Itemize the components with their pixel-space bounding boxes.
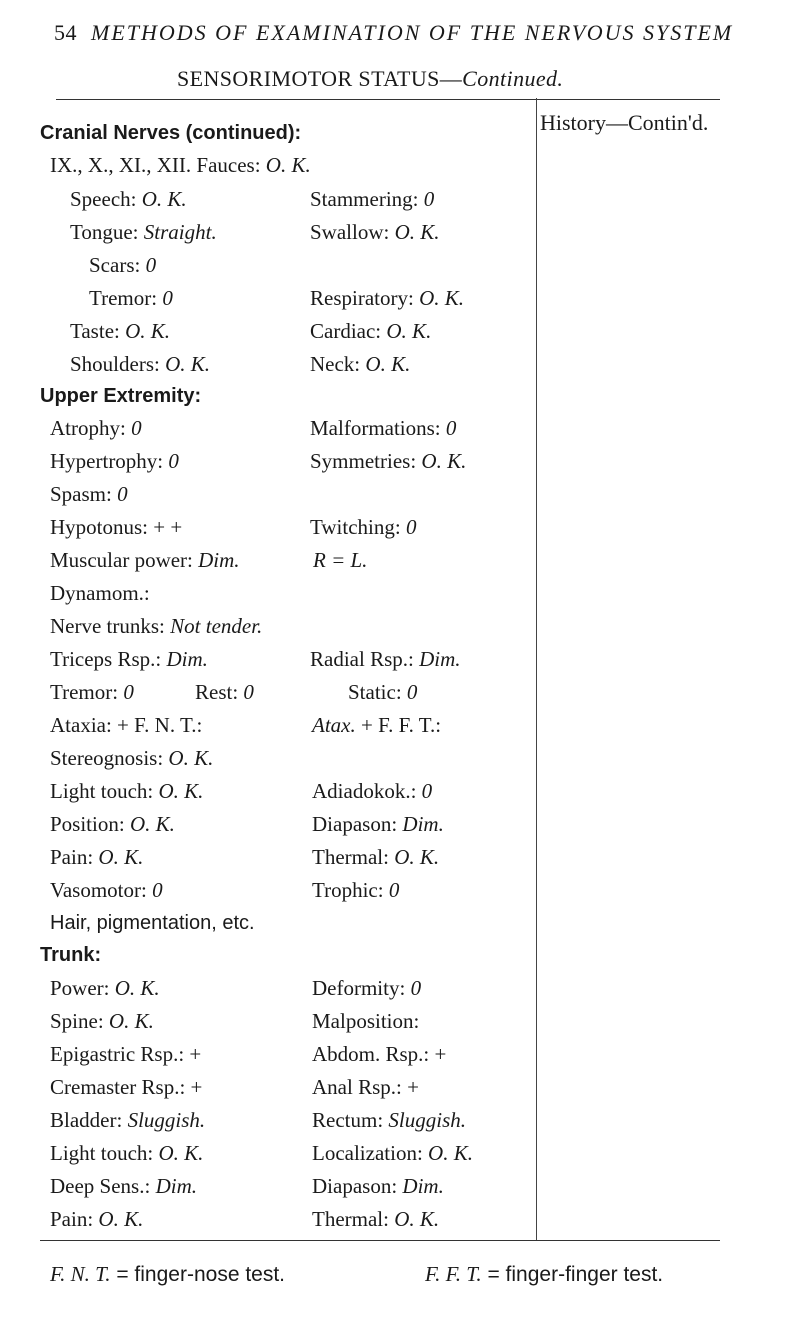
upper-diapason-field: Diapason: Dim. bbox=[312, 812, 444, 836]
light-touch-field: Light touch: O. K. bbox=[50, 779, 204, 803]
cardiac-field: Cardiac: O. K. bbox=[310, 319, 432, 343]
position-field: Position: O. K. bbox=[50, 812, 175, 836]
shoulders-field: Shoulders: O. K. bbox=[70, 352, 211, 376]
trunk-heading: Trunk: bbox=[40, 944, 102, 966]
swallow-field: Swallow: O. K. bbox=[310, 220, 440, 244]
top-rule bbox=[56, 99, 720, 100]
trunk-diapason-field: Diapason: Dim. bbox=[312, 1174, 444, 1198]
atrophy-field: Atrophy: 0 bbox=[50, 416, 142, 440]
static-field: Static: 0 bbox=[348, 680, 418, 704]
cranial-nerves-heading: Cranial Nerves (continued): bbox=[40, 122, 302, 144]
tongue-field: Tongue: Straight. bbox=[70, 220, 217, 244]
deformity-field: Deformity: 0 bbox=[312, 976, 422, 1000]
running-header bbox=[54, 20, 733, 46]
cranial-tremor-field: Tremor: 0 bbox=[89, 286, 173, 310]
vasomotor-field: Vasomotor: 0 bbox=[50, 878, 163, 902]
upper-pain-field: Pain: O. K. bbox=[50, 845, 144, 869]
localization-field: Localization: O. K. bbox=[312, 1141, 473, 1165]
subtitle-main: SENSORIMOTOR STATUS— bbox=[177, 66, 463, 91]
muscular-power-field: Muscular power: Dim. bbox=[50, 548, 240, 572]
stammering-field: Stammering: 0 bbox=[310, 187, 435, 211]
cremaster-field: Cremaster Rsp.: + bbox=[50, 1075, 203, 1099]
respiratory-field: Respiratory: O. K. bbox=[310, 286, 464, 310]
section-subtitle bbox=[177, 66, 563, 92]
malposition-field: Malposition: bbox=[312, 1009, 420, 1033]
rectum-field: Rectum: Sluggish. bbox=[312, 1108, 466, 1132]
dynamom-field: Dynamom.: bbox=[50, 581, 150, 605]
trunk-pain-field: Pain: O. K. bbox=[50, 1207, 144, 1231]
scars-field: Scars: 0 bbox=[89, 253, 157, 277]
history-column-rule bbox=[536, 98, 537, 1240]
subtitle-continued: Continued. bbox=[462, 66, 564, 91]
speech-field: Speech: O. K. bbox=[70, 187, 187, 211]
power-field: Power: O. K. bbox=[50, 976, 160, 1000]
upper-thermal-field: Thermal: O. K. bbox=[312, 845, 440, 869]
spasm-field: Spasm: 0 bbox=[50, 482, 128, 506]
radial-field: Radial Rsp.: Dim. bbox=[310, 647, 461, 671]
upper-tremor-field: Tremor: 0 bbox=[50, 680, 134, 704]
hair-pigmentation-field: Hair, pigmentation, etc. bbox=[50, 912, 255, 934]
history-column-label: History—Contin'd. bbox=[540, 110, 709, 135]
taste-field: Taste: O. K. bbox=[70, 319, 171, 343]
adiadokok-field: Adiadokok.: 0 bbox=[312, 779, 433, 803]
hypertrophy-field: Hypertrophy: 0 bbox=[50, 449, 179, 473]
page-number: 54 bbox=[54, 20, 77, 45]
malformations-field: Malformations: 0 bbox=[310, 416, 457, 440]
rest-field: Rest: 0 bbox=[195, 680, 254, 704]
footnote-fnt: F. N. T. = finger-nose test. bbox=[50, 1262, 286, 1286]
twitching-field: Twitching: 0 bbox=[310, 515, 417, 539]
footnote-fft: F. F. T. = finger-finger test. bbox=[425, 1262, 664, 1286]
triceps-field: Triceps Rsp.: Dim. bbox=[50, 647, 208, 671]
deep-sens-field: Deep Sens.: Dim. bbox=[50, 1174, 197, 1198]
bladder-field: Bladder: Sluggish. bbox=[50, 1108, 206, 1132]
spine-field: Spine: O. K. bbox=[50, 1009, 154, 1033]
trophic-field: Trophic: 0 bbox=[312, 878, 400, 902]
symmetries-field: Symmetries: O. K. bbox=[310, 449, 467, 473]
stereognosis-field: Stereognosis: O. K. bbox=[50, 746, 214, 770]
nerve-trunks-field: Nerve trunks: Not tender. bbox=[50, 614, 263, 638]
abdom-field: Abdom. Rsp.: + bbox=[312, 1042, 447, 1066]
anal-field: Anal Rsp.: + bbox=[312, 1075, 419, 1099]
fauces-line: IX., X., XI., XII. Fauces: O. K. bbox=[50, 153, 311, 177]
r-equals-l: R = L. bbox=[313, 548, 368, 572]
trunk-thermal-field: Thermal: O. K. bbox=[312, 1207, 440, 1231]
bottom-rule bbox=[40, 1240, 720, 1241]
ataxia-fnt-field: Ataxia: + F. N. T.: bbox=[50, 713, 203, 737]
trunk-light-touch-field: Light touch: O. K. bbox=[50, 1141, 204, 1165]
epigastric-field: Epigastric Rsp.: + bbox=[50, 1042, 202, 1066]
neck-field: Neck: O. K. bbox=[310, 352, 411, 376]
running-title: METHODS OF EXAMINATION OF THE NERVOUS SYSTEM bbox=[91, 20, 734, 45]
upper-extremity-heading: Upper Extremity: bbox=[40, 385, 202, 407]
ataxia-fft-field: Atax. + F. F. T.: bbox=[312, 713, 442, 737]
hypotonus-field: Hypotonus: + + bbox=[50, 515, 183, 539]
